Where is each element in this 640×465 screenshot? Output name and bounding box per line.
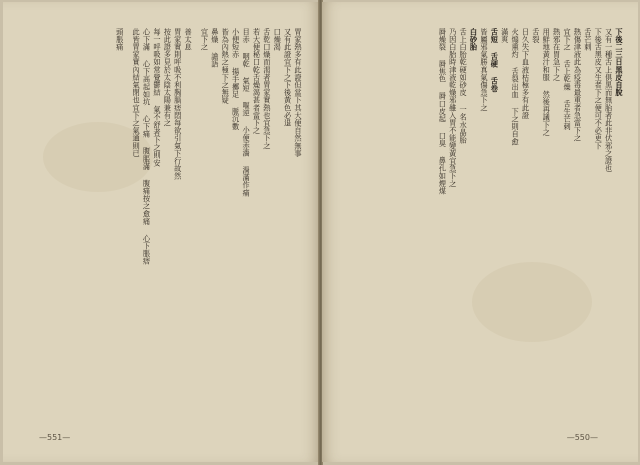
text-column: 胃家實則呼吸不利胸膈痞悶每欲引氣下行故然 [173,28,183,180]
text-column: 鼻燥 譫語 [210,28,220,68]
right-page [322,2,638,462]
text-column: 舌上白胎乾硬如砂皮 一名水晶胎 [459,28,469,144]
text-column: 皆為內熱之極下之無疑 [221,28,231,104]
text-column: 善太息 [184,28,194,51]
text-column: 火煽熏灼 舌裂出血 下之則自愈 [511,28,521,146]
page-number-right: —550— [566,433,598,442]
text-column: 熱邪在胃急下之 [552,28,562,82]
text-column: 舌芒刺 [583,28,593,51]
text-column: 宜下之 舌上乾燥 舌生芒刺 [563,28,573,131]
text-column: 胃家熱多有此證但當下其大便自然無事 [294,28,303,158]
text-column: 下後舌黑皮又生者下之便可不必更下 [594,28,604,150]
text-column: 每一呼吸如常覺鬱結 氣不舒者下之則安 [152,28,162,167]
left-page [3,2,319,462]
text-column: 宜下之 [200,28,210,51]
text-column: 此皆胃家實內結氣閉也宜下之氣通則已 [132,28,142,158]
text-column: 滿爽 [500,28,510,44]
text-column: 舌短 舌硬 舌卷 [490,28,500,93]
text-column: 白砂胎 [469,28,479,51]
text-column: 舌乾口燥而渴者胃家實熱也宜急下之 [262,28,272,150]
text-column: 皆屬邪氣勝真氣傷急下之 [479,28,489,112]
text-column: 日久失下血液枯極多有此證 [521,28,531,120]
text-column: 又有此證宜下之下後黃色必退 [283,28,293,127]
page-number-left: —551— [39,433,71,442]
text-column: 心下滿 心下高起如坑 心下痛 腹脹滿 腹痛按之愈痛 心下脹痞 [142,28,152,265]
text-column: 熱傷津液此為疫毒最重者急當下之 [573,28,583,142]
text-column: 下後二三日黑皮自脫 [615,28,624,97]
text-column: 按此證多見於太陰太陽兼有之 [163,28,173,127]
left-text-columns [15,28,303,422]
text-column: 頭脹痛 [115,28,125,51]
text-column: 乃因白胎時津液乾燥邪雖入胃不能變黃宜急下之 [448,28,458,188]
text-column: 用鮮地黃汁和服 然後再議下之 [542,28,552,137]
text-column: 舌裂 [531,28,541,44]
text-column: 脣燥裂 脣焦色 脣口皮起 口臭 鼻孔如煙煤 [438,28,448,195]
text-column: 口燥渴 [273,28,283,51]
text-column: 若大便秘口乾舌燥渴甚者當下之 [252,28,262,135]
text-column: 目赤 咽乾 氣短 嘔逆 小便赤濇 渦滿作痛 [242,28,252,197]
right-text-columns [336,28,624,422]
text-column: 又有一種舌上俱黑而無胎者此非伏邪之證也 [604,28,614,173]
text-column: 小便短赤 揚手擲足 脈沉數 [231,28,241,131]
